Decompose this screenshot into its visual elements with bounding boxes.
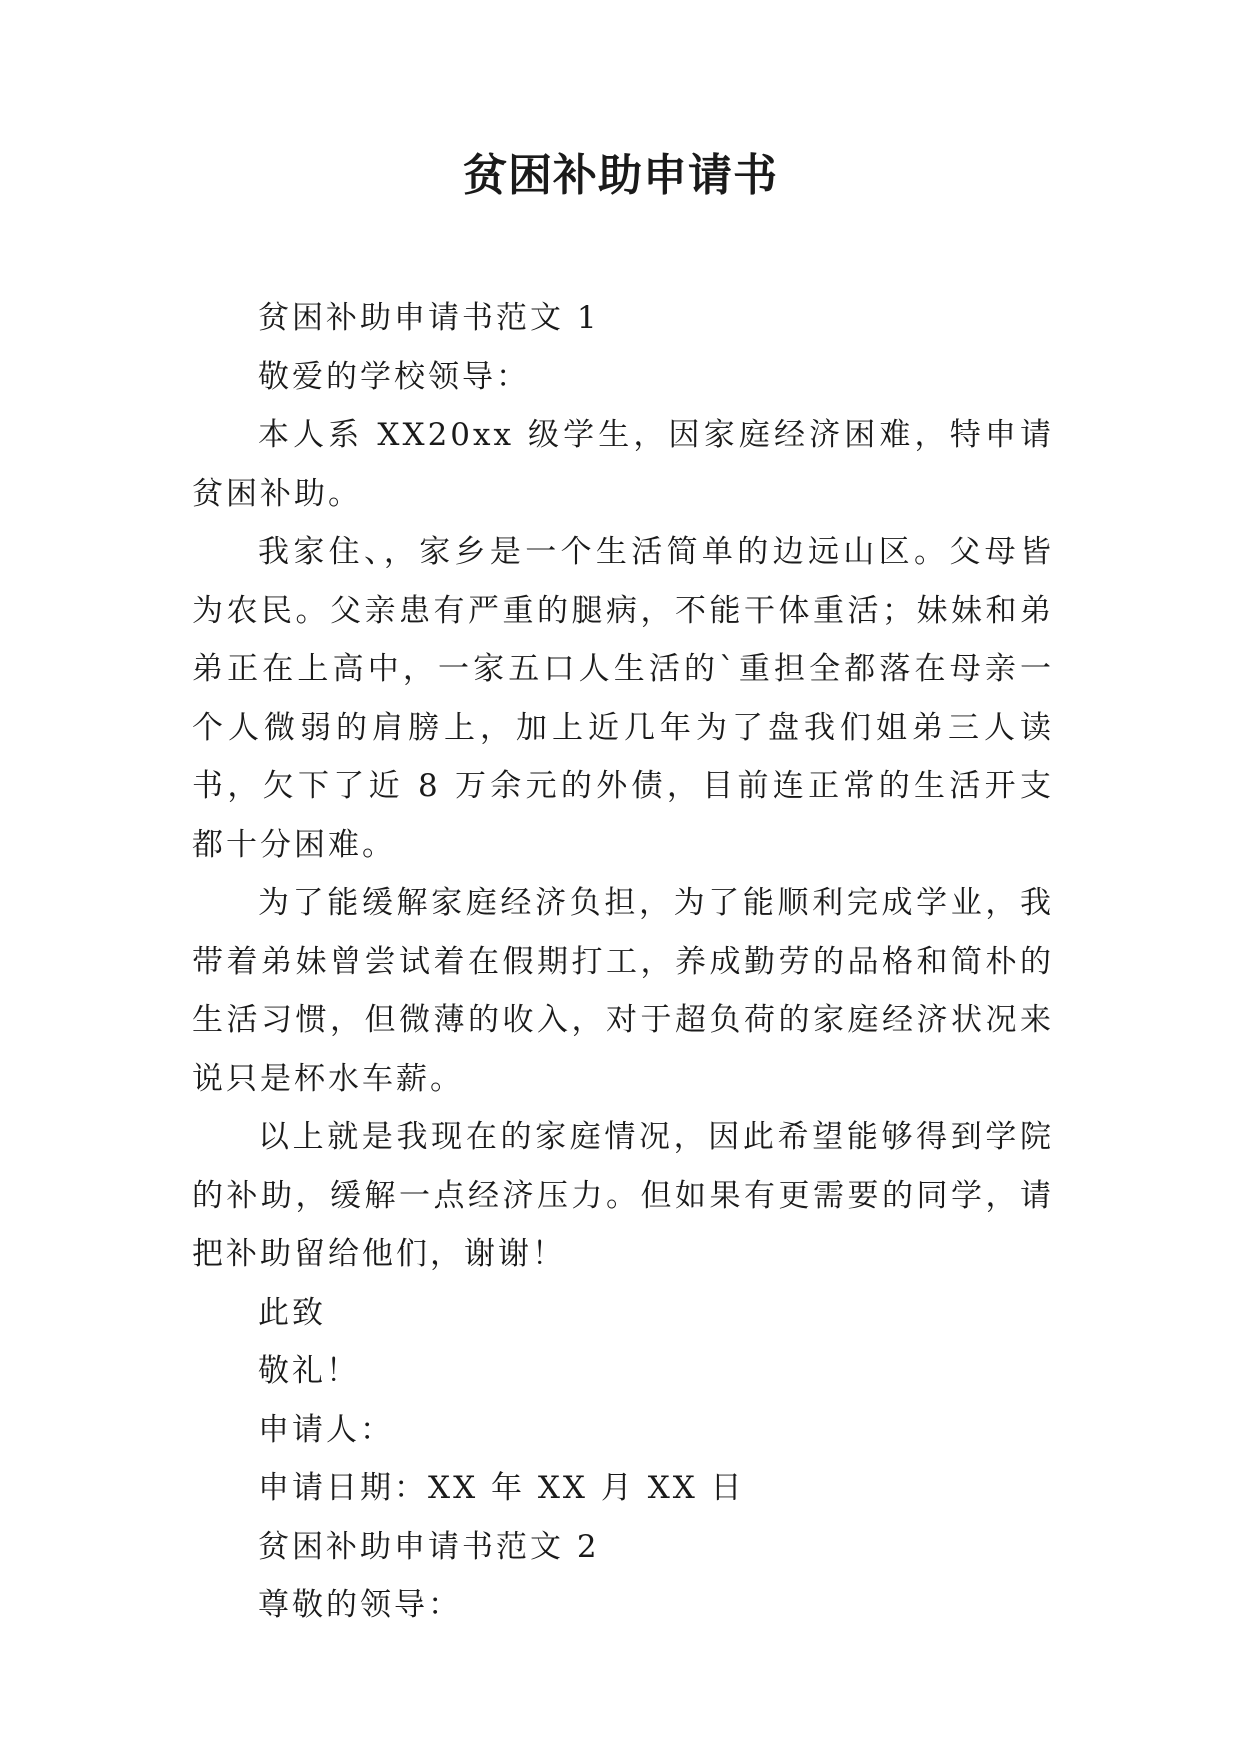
heading-sample-1: 贫困补助申请书范文 1 — [258, 300, 600, 336]
heading-sample-2: 贫困补助申请书范文 2 — [258, 1528, 600, 1565]
paragraph-efforts: 为了能缓解家庭经济负担，为了能顺利完成学业，我带着弟妹曾尝试着在假期打工，养成勤劳的品格和简朴的生活习惯，但微薄的收入，对于超负荷的家庭经济状况来说只是杯水车薪。 — [192, 885, 1054, 1097]
document-body — [192, 289, 1054, 1635]
document-title: 贫困补助申请书 — [463, 150, 778, 201]
paragraph-request: 以上就是我现在的家庭情况，因此希望能够得到学院的补助，缓解一点经济压力。但如果有更需要的同学，请把补助留给他们，谢谢！ — [192, 1119, 1054, 1272]
closing-jingli: 敬礼！ — [258, 1353, 360, 1389]
applicant-line: 申请人： — [258, 1411, 394, 1448]
closing-cizhi: 此致 — [258, 1294, 326, 1331]
salutation-2: 尊敬的领导： — [258, 1587, 462, 1623]
paragraph-intro: 本人系 XX20xx 级学生，因家庭经济困难，特申请贫困补助。 — [192, 417, 1054, 512]
salutation: 敬爱的学校领导： — [258, 358, 530, 395]
paragraph-family-situation: 我家住、，家乡是一个生活简单的边远山区。父母皆为农民。父亲患有严重的腿病，不能干体重活；妹妹和弟弟正在上高中，一家五口人生活的`重担全都落在母亲一个人微弱的肩膀上，加上近几年为了盘我们姐弟三人读书，欠下了近 8 万余元的外债，目前连正常的生活开支都十分困难。 — [192, 534, 1054, 863]
application-date-line: 申请日期：XX 年 XX 月 XX 日 — [258, 1470, 745, 1506]
